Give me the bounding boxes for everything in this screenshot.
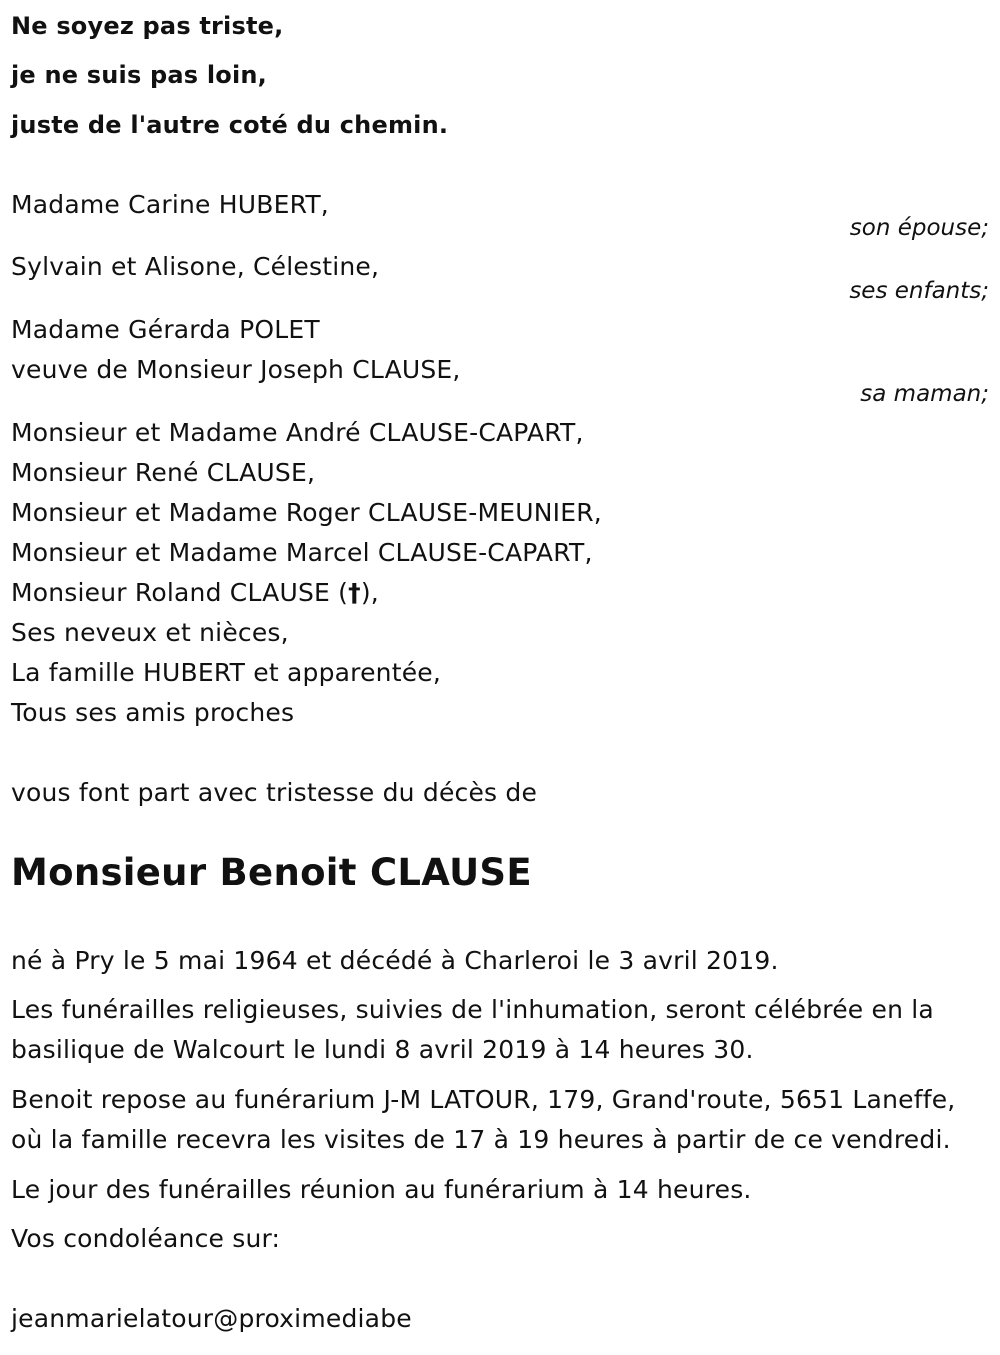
poem-line-3: juste de l'autre coté du chemin. [11, 111, 449, 139]
announcement-text: vous font part avec tristesse du décès de [11, 778, 538, 807]
relative-line: Monsieur et Madame Roger CLAUSE-MEUNIER, [11, 498, 602, 527]
relative-line: Ses neveux et nièces, [11, 618, 289, 647]
relative-line-roland [11, 577, 379, 609]
roland-prefix: Monsieur Roland CLAUSE ( [11, 578, 349, 607]
poem-line-1: Ne soyez pas triste, [11, 12, 284, 40]
children-names: Sylvain et Alisone, Célestine, [11, 252, 380, 281]
poem-line-2: je ne suis pas loin, [11, 61, 267, 89]
cross-icon: † [348, 578, 361, 607]
mother-name: Madame Gérarda POLET [11, 315, 320, 344]
rest-text-line-1: Benoit repose au funérarium J-M LATOUR, 179, Grand'route, 5651 Laneffe, [11, 1085, 956, 1114]
meeting-text: Le jour des funérailles réunion au funérarium à 14 heures. [11, 1175, 752, 1204]
relative-line: La famille HUBERT et apparentée, [11, 658, 442, 687]
spouse-role: son épouse; [849, 215, 989, 241]
condolences-label: Vos condoléance sur: [11, 1224, 281, 1253]
relative-line: Monsieur René CLAUSE, [11, 458, 316, 487]
roland-suffix: ), [360, 578, 379, 607]
rest-text-line-2: où la famille recevra les visites de 17 à 19 heures à partir de ce vendredi. [11, 1125, 951, 1154]
funeral-text-line-2: basilique de Walcourt le lundi 8 avril 2019 à 14 heures 30. [11, 1035, 754, 1064]
condolences-contact: jeanmarielatour@proximediabe [11, 1304, 412, 1333]
birth-death-text: né à Pry le 5 mai 1964 et décédé à Charleroi le 3 avril 2019. [11, 946, 779, 975]
mother-detail: veuve de Monsieur Joseph CLAUSE, [11, 355, 461, 384]
deceased-name: Monsieur Benoit CLAUSE [11, 851, 532, 894]
relative-line: Monsieur et Madame André CLAUSE-CAPART, [11, 418, 584, 447]
funeral-text-line-1: Les funérailles religieuses, suivies de l'inhumation, seront célébrée en la [11, 995, 934, 1024]
relative-line: Tous ses amis proches [11, 698, 295, 727]
relative-line: Monsieur et Madame Marcel CLAUSE-CAPART, [11, 538, 593, 567]
children-role: ses enfants; [849, 278, 989, 304]
spouse-name: Madame Carine HUBERT, [11, 190, 329, 219]
mother-role: sa maman; [860, 381, 989, 407]
